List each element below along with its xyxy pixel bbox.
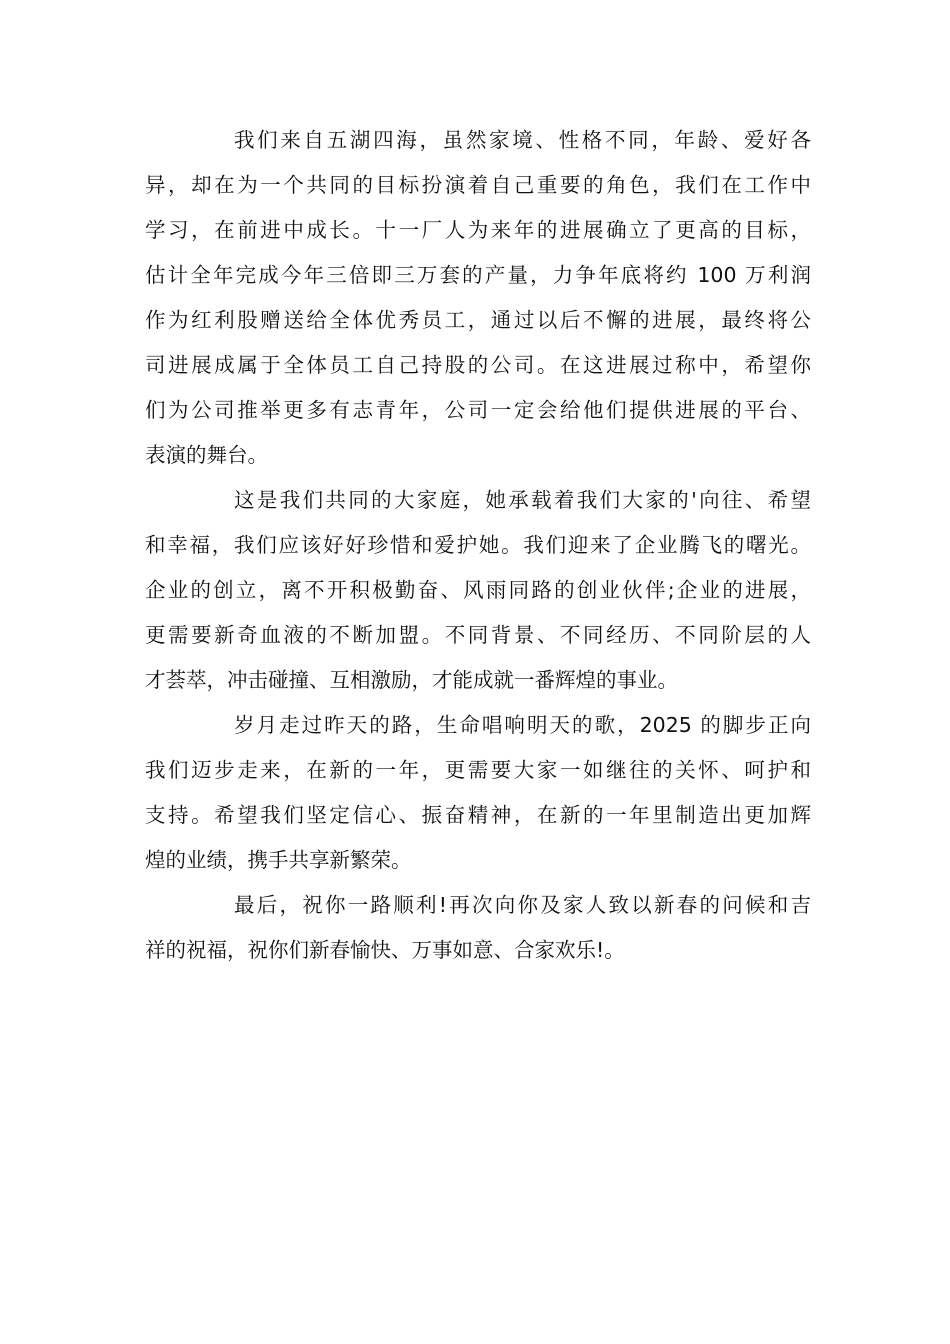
paragraph-line: 煌的业绩，携手共享新繁荣。	[145, 848, 412, 872]
paragraph-line: 和幸福，我们应该好好珍惜和爱护她。我们迎来了企业腾飞的曙光。	[145, 533, 811, 557]
paragraph-line: 这是我们共同的大家庭，她承载着我们大家的'向往、希望	[234, 488, 811, 512]
paragraph-line: 更需要新奇血液的不断加盟。不同背景、不同经历、不同阶层的人	[145, 623, 811, 647]
paragraph-line: 支持。希望我们坚定信心、振奋精神，在新的一年里制造出更加辉	[145, 803, 811, 827]
paragraph-line: 我们迈步走来，在新的一年，更需要大家一如继往的关怀、呵护和	[145, 758, 811, 782]
paragraph-line: 估计全年完成今年三倍即三万套的产量，力争年底将约 100 万利润	[145, 263, 811, 287]
paragraph-line: 祥的祝福，祝你们新春愉快、万事如意、合家欢乐!。	[145, 938, 625, 962]
paragraph-line: 学习，在前进中成长。十一厂人为来年的进展确立了更高的目标，	[145, 218, 811, 242]
paragraph-line: 最后，祝你一路顺利!再次向你及家人致以新春的问候和吉	[234, 893, 811, 917]
paragraph-1	[145, 118, 811, 478]
paragraph-line: 作为红利股赠送给全体优秀员工，通过以后不懈的进展，最终将公	[145, 308, 811, 332]
paragraph-line: 企业的创立，离不开积极勤奋、风雨同路的创业伙伴;企业的进展，	[145, 578, 811, 602]
paragraph-line: 我们来自五湖四海，虽然家境、性格不同，年龄、爱好各	[234, 128, 811, 152]
paragraph-line: 异，却在为一个共同的目标扮演着自己重要的角色，我们在工作中	[145, 173, 811, 197]
paragraph-line: 们为公司推举更多有志青年，公司一定会给他们提供进展的平台、	[145, 398, 811, 422]
paragraph-4	[145, 883, 811, 973]
paragraph-line: 岁月走过昨天的路，生命唱响明天的歌，2025 的脚步正向	[234, 713, 811, 737]
document-body	[145, 118, 811, 973]
paragraph-line: 才荟萃，冲击碰撞、互相激励，才能成就一番辉煌的事业。	[145, 668, 678, 692]
paragraph-2	[145, 478, 811, 703]
paragraph-line: 司进展成属于全体员工自己持股的公司。在这进展过称中，希望你	[145, 353, 811, 377]
paragraph-3	[145, 703, 811, 883]
paragraph-line: 表演的舞台。	[145, 443, 268, 467]
